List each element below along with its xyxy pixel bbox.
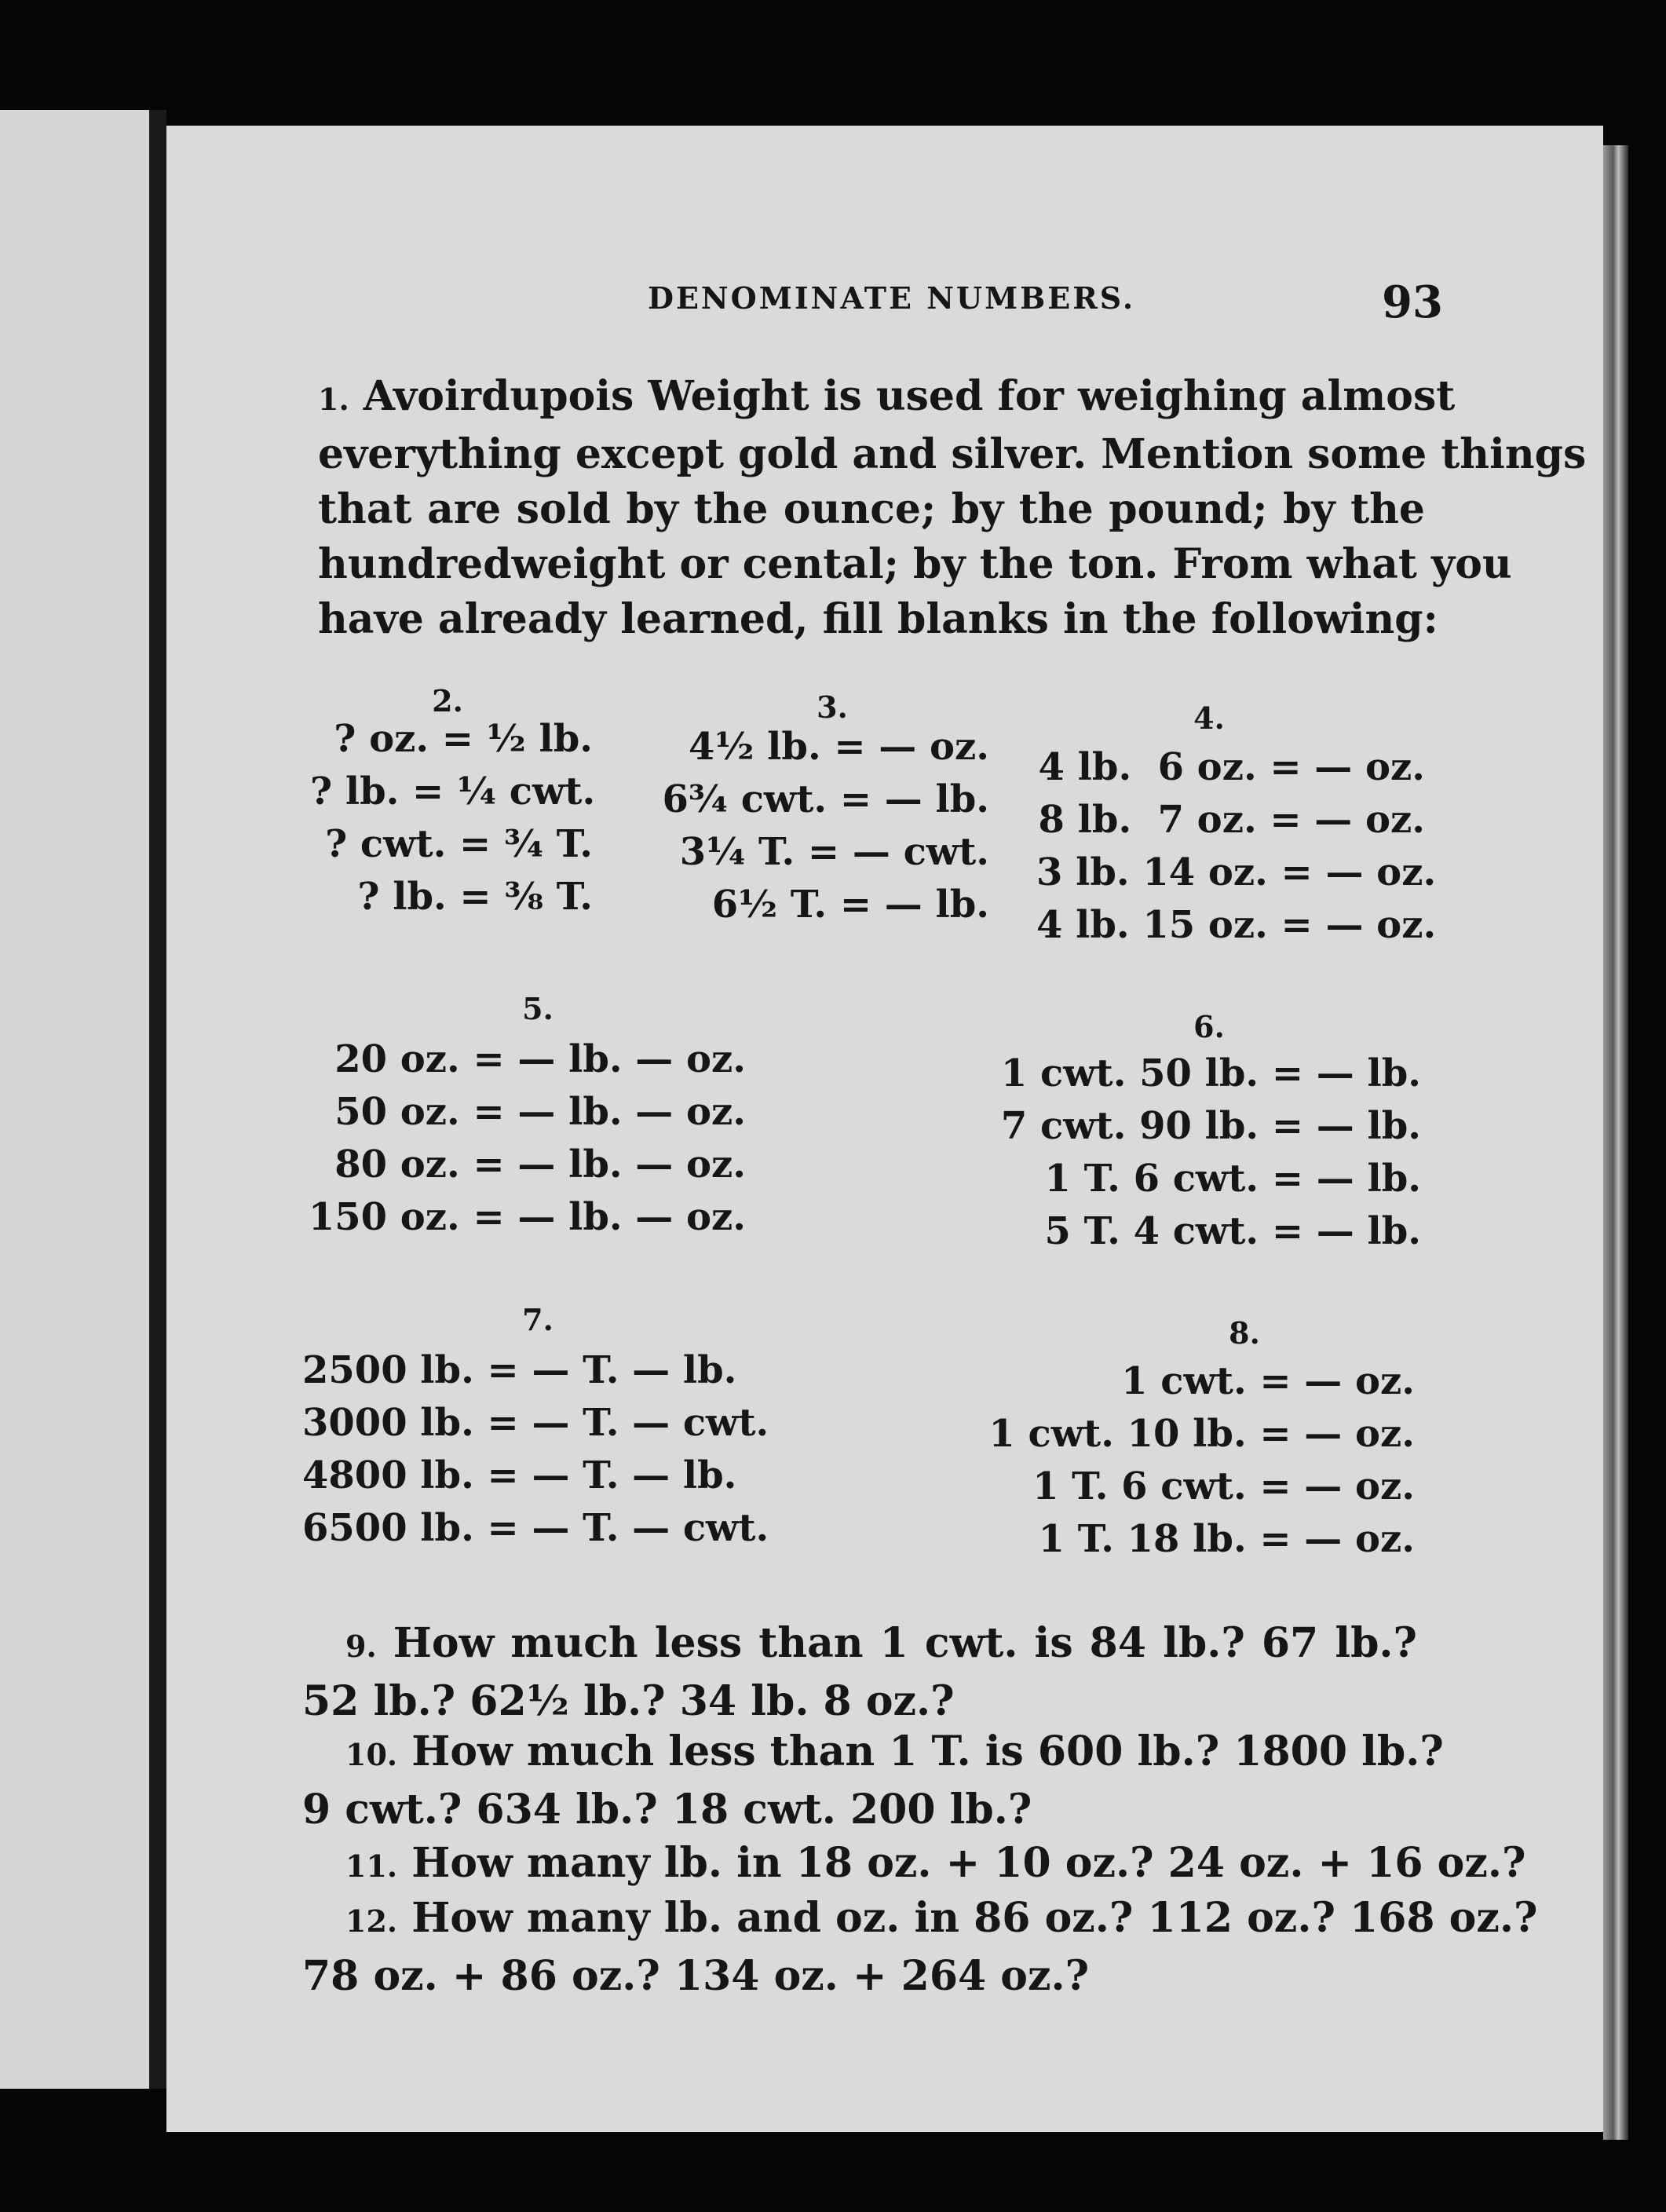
- exercise-line: 50 oz. = — lb. — oz.: [334, 1090, 746, 1134]
- question-text: How much less than 1 T. is 600 lb.? 1800 lb.?: [411, 1728, 1444, 1775]
- exercise-block-6: [981, 1048, 1421, 1258]
- question-10: [302, 1724, 1444, 1837]
- exercise-block-4: [1036, 741, 1437, 952]
- exercise-label-2: 2.: [432, 683, 463, 718]
- exercise-line: 3000 lb. = — T. — cwt.: [302, 1401, 769, 1445]
- question-number: 10.: [345, 1737, 398, 1772]
- question-9: [302, 1616, 1417, 1729]
- exercise-label-6: 6.: [1193, 1009, 1225, 1044]
- intro-line: that are sold by the ounce; by the pound; by the: [318, 485, 1425, 533]
- exercise-line: ? lb. = ¼ cwt.: [310, 770, 596, 814]
- exercise-line: 4 lb. 6 oz. = — oz.: [1038, 745, 1425, 789]
- question-11: [302, 1836, 1526, 1894]
- exercise-line: 3¼ T. = — cwt.: [679, 830, 989, 874]
- exercise-label-4: 4.: [1193, 700, 1225, 736]
- exercise-line: 3 lb. 14 oz. = — oz.: [1036, 850, 1437, 894]
- exercise-line: 150 oz. = — lb. — oz.: [308, 1195, 746, 1239]
- facing-page-edge: [0, 110, 149, 2089]
- intro-line: everything except gold and silver. Mention some things: [318, 430, 1587, 478]
- exercise-line: 1 cwt. = — oz.: [1121, 1359, 1415, 1403]
- exercise-line: 1 cwt. 50 lb. = — lb.: [1000, 1051, 1421, 1095]
- exercise-line: ? oz. = ½ lb.: [334, 717, 593, 761]
- intro-line: 1. Avoirdupois Weight is used for weighing almost: [318, 372, 1456, 420]
- book-gutter: [149, 110, 166, 2089]
- exercise-line: 8 lb. 7 oz. = — oz.: [1038, 798, 1425, 842]
- intro-line: have already learned, fill blanks in the following:: [318, 595, 1438, 643]
- exercise-line: 80 oz. = — lb. — oz.: [334, 1143, 746, 1186]
- exercise-line: 4800 lb. = — T. — lb.: [302, 1453, 737, 1497]
- exercise-label-3: 3.: [817, 689, 848, 725]
- question-text: How much less than 1 cwt. is 84 lb.? 67 lb.?: [393, 1619, 1418, 1667]
- exercise-block-2: [310, 713, 596, 923]
- intro-line: hundredweight or cental; by the ton. From what you: [318, 540, 1512, 588]
- intro-paragraph: [318, 369, 1587, 647]
- exercise-line: 6½ T. = — lb.: [711, 883, 989, 927]
- exercise-line: 2500 lb. = — T. — lb.: [302, 1348, 737, 1392]
- exercise-line: 20 oz. = — lb. — oz.: [334, 1037, 746, 1081]
- question-text: How many lb. in 18 oz. + 10 oz.? 24 oz. + 16 oz.?: [411, 1839, 1526, 1887]
- question-text: 78 oz. + 86 oz.? 134 oz. + 264 oz.?: [302, 1952, 1090, 2000]
- question-text: 9 cwt.? 634 lb.? 18 cwt. 200 lb.?: [302, 1786, 1032, 1834]
- exercise-line: 1 T. 6 cwt. = — oz.: [1032, 1464, 1415, 1508]
- question-12: [302, 1891, 1538, 2004]
- exercise-line: ? cwt. = ¾ T.: [325, 822, 593, 866]
- exercise-block-3: [644, 721, 989, 931]
- exercise-line: 5 T. 4 cwt. = — lb.: [1044, 1209, 1421, 1253]
- exercise-block-7: [302, 1344, 805, 1555]
- page-stack-edge: [1603, 145, 1628, 2140]
- running-header: DENOMINATE NUMBERS.: [648, 280, 1136, 316]
- question-text: How many lb. and oz. in 86 oz.? 112 oz.? 168 oz.?: [411, 1894, 1538, 1942]
- exercise-label-7: 7.: [522, 1302, 554, 1337]
- exercise-line: 4 lb. 15 oz. = — oz.: [1036, 903, 1437, 947]
- question-number: 9.: [345, 1629, 377, 1664]
- question-number: 1.: [318, 382, 349, 417]
- exercise-line: 1 T. 18 lb. = — oz.: [1038, 1517, 1415, 1561]
- question-number: 11.: [345, 1848, 398, 1884]
- exercise-line: 6500 lb. = — T. — cwt.: [302, 1506, 769, 1550]
- exercise-line: 6¾ cwt. = — lb.: [662, 777, 989, 821]
- question-text: 52 lb.? 62½ lb.? 34 lb. 8 oz.?: [302, 1677, 955, 1725]
- exercise-block-8: [966, 1355, 1415, 1566]
- exercise-label-5: 5.: [522, 991, 554, 1026]
- exercise-line: 4½ lb. = — oz.: [688, 725, 989, 769]
- page-number: 93: [1382, 276, 1443, 328]
- exercise-line: ? lb. = ⅜ T.: [357, 875, 593, 919]
- exercise-line: 7 cwt. 90 lb. = — lb.: [1000, 1104, 1421, 1148]
- question-number: 12.: [345, 1903, 398, 1939]
- exercise-line: 1 T. 6 cwt. = — lb.: [1044, 1157, 1421, 1201]
- exercise-line: 1 cwt. 10 lb. = — oz.: [988, 1412, 1415, 1456]
- exercise-label-8: 8.: [1229, 1315, 1260, 1351]
- exercise-block-5: [302, 1033, 746, 1244]
